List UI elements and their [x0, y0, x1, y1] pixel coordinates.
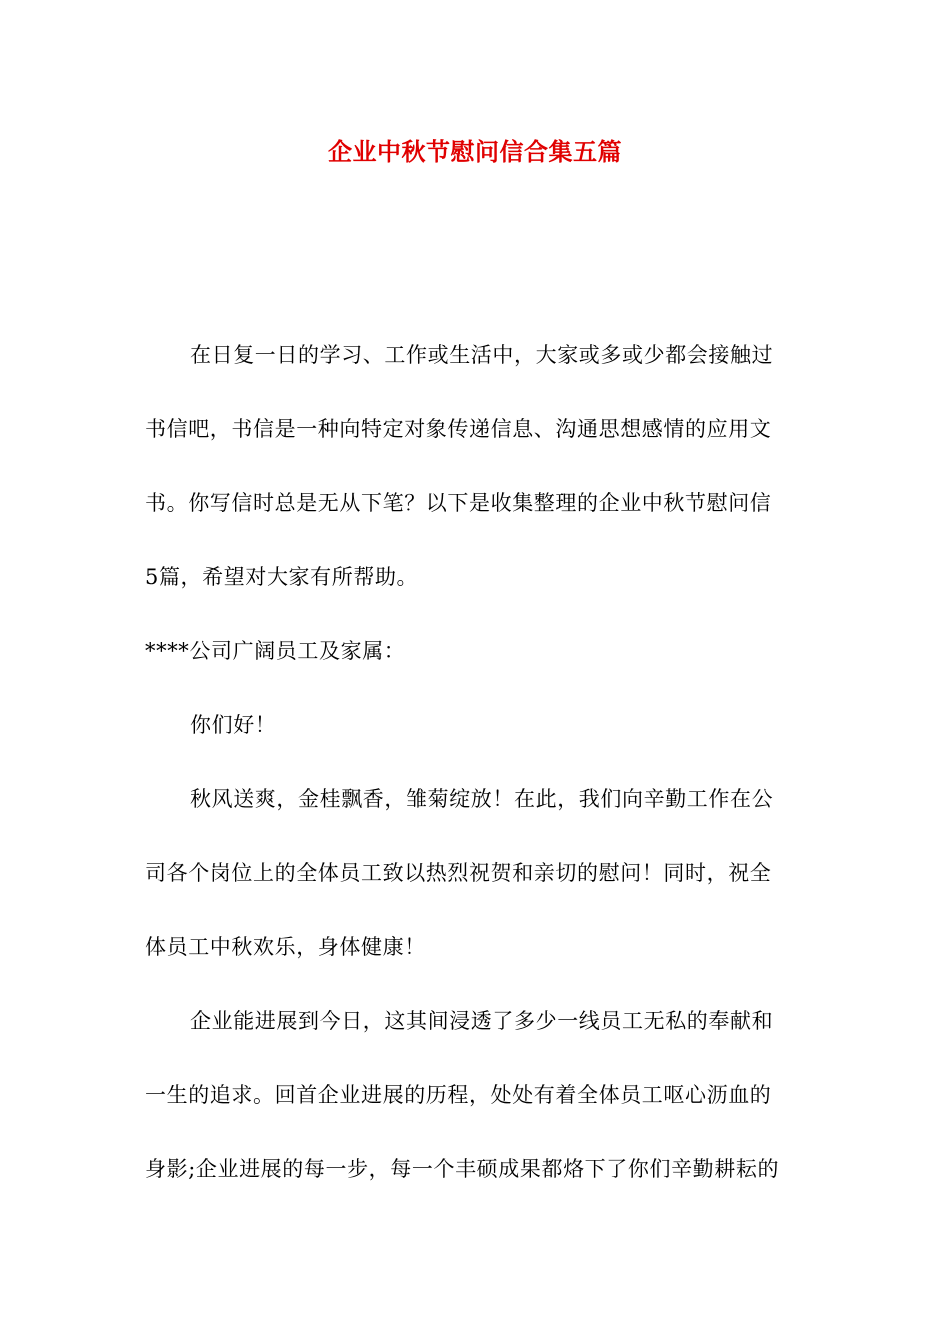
text-line-3: 书。你写信时总是无从下笔？以下是收集整理的企业中秋节慰问信 — [145, 491, 772, 515]
text-line-1: 在日复一日的学习、工作或生活中，大家或多或少都会接触过 — [190, 343, 774, 367]
greeting-line: 你们好！ — [190, 713, 277, 737]
text-line-10: 企业能进展到今日，这其间浸透了多少一线员工无私的奉献和 — [190, 1009, 774, 1033]
text-line-4: 5篇，希望对大家有所帮助。 — [145, 565, 419, 589]
document-title: 企业中秋节慰问信合集五篇 — [328, 137, 622, 166]
text-line-7: 秋风送爽，金桂飘香，雏菊绽放！在此，我们向辛勤工作在公 — [190, 787, 774, 811]
text-line-9: 体员工中秋欢乐，身体健康！ — [145, 935, 426, 959]
text-line-11: 一生的追求。回首企业进展的历程，处处有着全体员工呕心沥血的 — [145, 1083, 772, 1107]
text-line-8: 司各个岗位上的全体员工致以热烈祝贺和亲切的慰问！同时，祝全 — [145, 861, 772, 885]
text-line-2: 书信吧，书信是一种向特定对象传递信息、沟通思想感情的应用文 — [145, 417, 772, 441]
text-line-12: 身影;企业进展的每一步，每一个丰硕成果都烙下了你们辛勤耕耘的 — [145, 1157, 780, 1181]
salutation-line: ****公司广阔员工及家属： — [145, 639, 406, 663]
document-body — [145, 318, 810, 1206]
